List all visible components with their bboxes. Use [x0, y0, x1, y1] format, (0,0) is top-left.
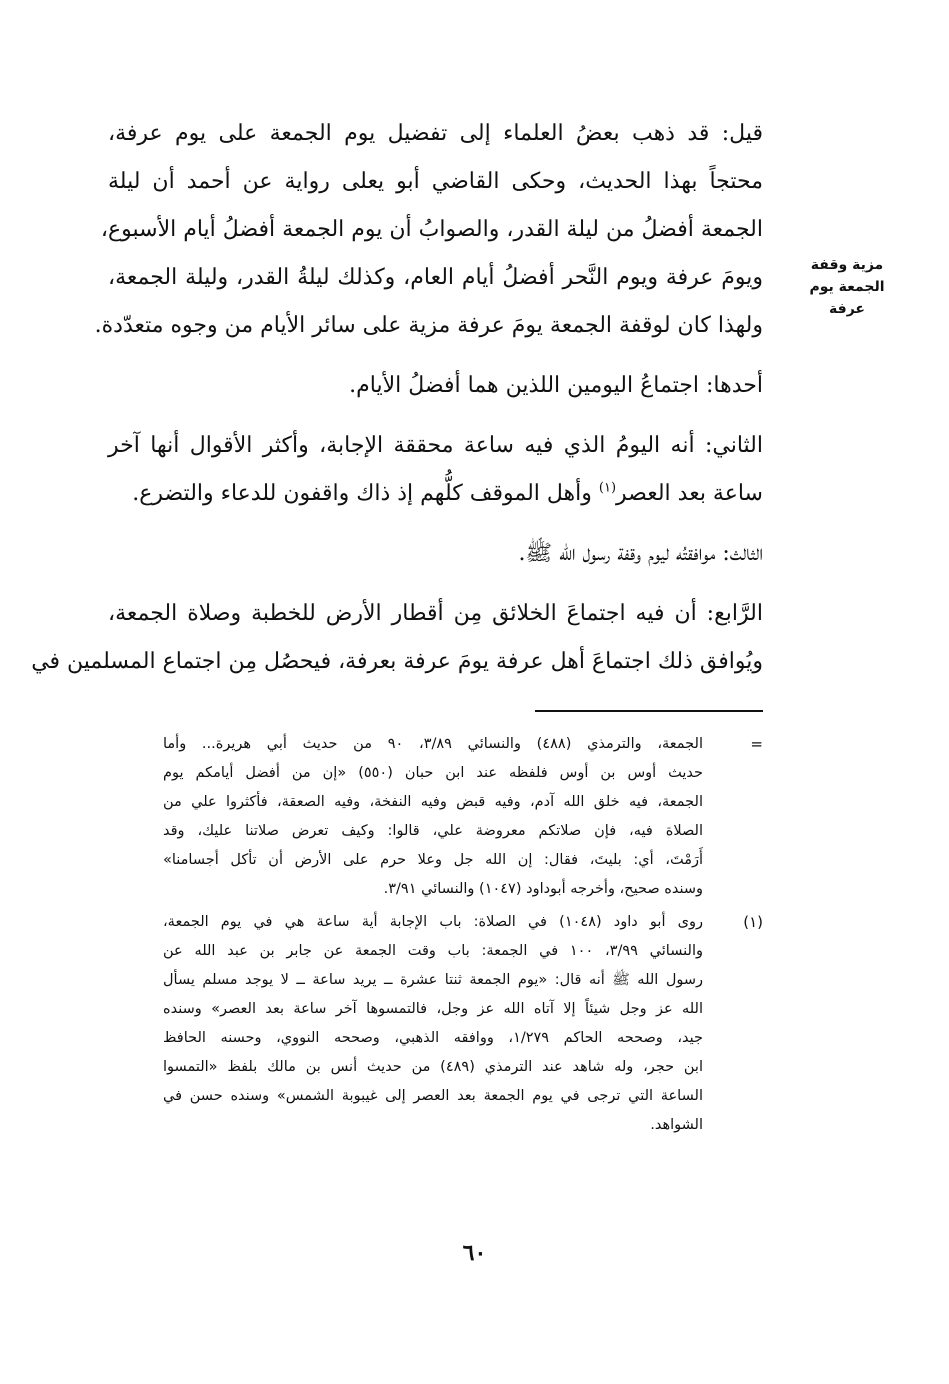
text-line: الجمعة أفضلُ من ليلة القدر، والصوابُ أن يوم الجمعة أفضلُ أيام الأسبوع، [100, 217, 763, 242]
footnote-reference[interactable]: (١) [598, 480, 617, 496]
paragraph-second-point [108, 422, 763, 518]
footnote-line: الصلاة فيه، فإن صلاتكم معروضة علي، قالوا: وكيف تعرض صلاتنا عليك، وقد [163, 823, 703, 839]
margin-note-line-1: مزية وقفة الجمعة يوم [809, 257, 885, 295]
text-line: أحدها: اجتماعُ اليومين اللذين هما أفضلُ الأيام. [349, 373, 763, 398]
footnote-line: روى أبو داود (١٠٤٨) في الصلاة: باب الإجابة أية ساعة هي في يوم الجمعة، [163, 914, 703, 930]
footnote-line: الجمعة، والترمذي (٤٨٨) والنسائي ٣/٨٩، ٩٠ من حديث أبي هريرة... وأما [163, 736, 703, 752]
footnote-separator [535, 710, 763, 712]
footnote-line: وسنده صحيح، وأخرجه أبوداود (١٠٤٧) والنسائي ٣/٩١. [383, 881, 703, 897]
text-line: ويومَ عرفة ويوم النَّحر أفضلُ أيام العام، وكذلك ليلةُ القدر، وليلة الجمعة، [108, 265, 763, 290]
footnote-1 [163, 908, 763, 1140]
text-line: محتجاً بهذا الحديث، وحكى القاضي أبو يعلى رواية عن أحمد أن ليلة [108, 169, 763, 194]
text-line: الرَّابع: أن فيه اجتماعَ الخلائق مِن أقطار الأرض للخطبة وصلاة الجمعة، [108, 601, 763, 626]
footnote-line: ابن حجر، وله شاهد عند الترمذي (٤٨٩) من حديث أنس بن مالك بلفظ «التمسوا [163, 1059, 703, 1075]
paragraph-first-point [108, 362, 763, 410]
paragraph-intro [94, 110, 763, 350]
paragraph-fourth-point [31, 590, 763, 686]
footnote-line: الله عز وجل شيئاً إلا آتاه الله عز وجل، فالتمسوها آخر ساعة بعد العصر» وسنده [163, 1001, 703, 1017]
margin-note [797, 254, 897, 320]
text-line: الثاني: أنه اليومُ الذي فيه ساعة محققة الإجابة، وأكثر الأقوال أنها آخر [108, 433, 763, 458]
footnote-line: جيد، وصححه الحاكم ١/٢٧٩، ووافقه الذهبي، وصححه النووي، وحسنه الحافظ [163, 1030, 703, 1046]
text-segment: ساعة بعد العصر [616, 481, 763, 506]
footnotes [163, 730, 763, 1144]
footnote-line: حديث أوس بن أوس فلفظه عند ابن حبان (٥٥٠) «إن من أفضل أيامكم يوم [163, 765, 704, 781]
footnote-mark: (١) [743, 913, 763, 931]
text-line: الثالث: موافقتُه ليوم وقفة رسول الله ﷺ. [518, 541, 763, 566]
paragraph-third-point [108, 530, 763, 578]
footnote-line: الساعة التي ترجى في يوم الجمعة بعد العصر إلى غيبوبة الشمس» وسنده حسن في [163, 1088, 703, 1104]
footnote-continued [163, 730, 763, 904]
footnote-line: والنسائي ٣/٩٩، ١٠٠ في الجمعة: باب وقت الجمعة عن جابر بن عبد الله عن [163, 943, 703, 959]
text-segment: وأهل الموقف كلُّهم إذ ذاك واقفون للدعاء والتضرع. [132, 481, 599, 506]
footnote-mark: = [750, 735, 763, 753]
text-line [108, 470, 763, 518]
footnote-line: الشواهد. [650, 1117, 703, 1133]
margin-note-line-2: عرفة [829, 301, 865, 317]
footnote-line: الجمعة، فيه خلق الله آدم، وفيه قبض وفيه النفخة، وفيه الصعقة، فأكثروا علي من [163, 794, 703, 810]
footnote-line: أَرَمْتَ، أي: بليتَ، فقال: إن الله جل وعلا حرم على الأرض أن تأكل أجسامنا» [163, 852, 703, 868]
text-line: قيل: قد ذهب بعضُ العلماء إلى تفضيل يوم الجمعة على يوم عرفة، [108, 121, 763, 146]
page-number: ٦٠ [462, 1240, 487, 1266]
main-text [31, 110, 763, 698]
text-line: ويُوافق ذلك اجتماعَ أهل عرفة يومَ عرفة بعرفة، فيحصُل مِن اجتماع المسلمين في [31, 649, 763, 674]
text-line: ولهذا كان لوقفة الجمعة يومَ عرفة مزية على سائر الأيام من وجوه متعدّدة. [94, 313, 763, 338]
footnote-line: رسول الله ﷺ أنه قال: «يوم الجمعة ثنتا عشرة ــ يريد ساعة ــ لا يوجد مسلم يسأل [163, 972, 703, 988]
